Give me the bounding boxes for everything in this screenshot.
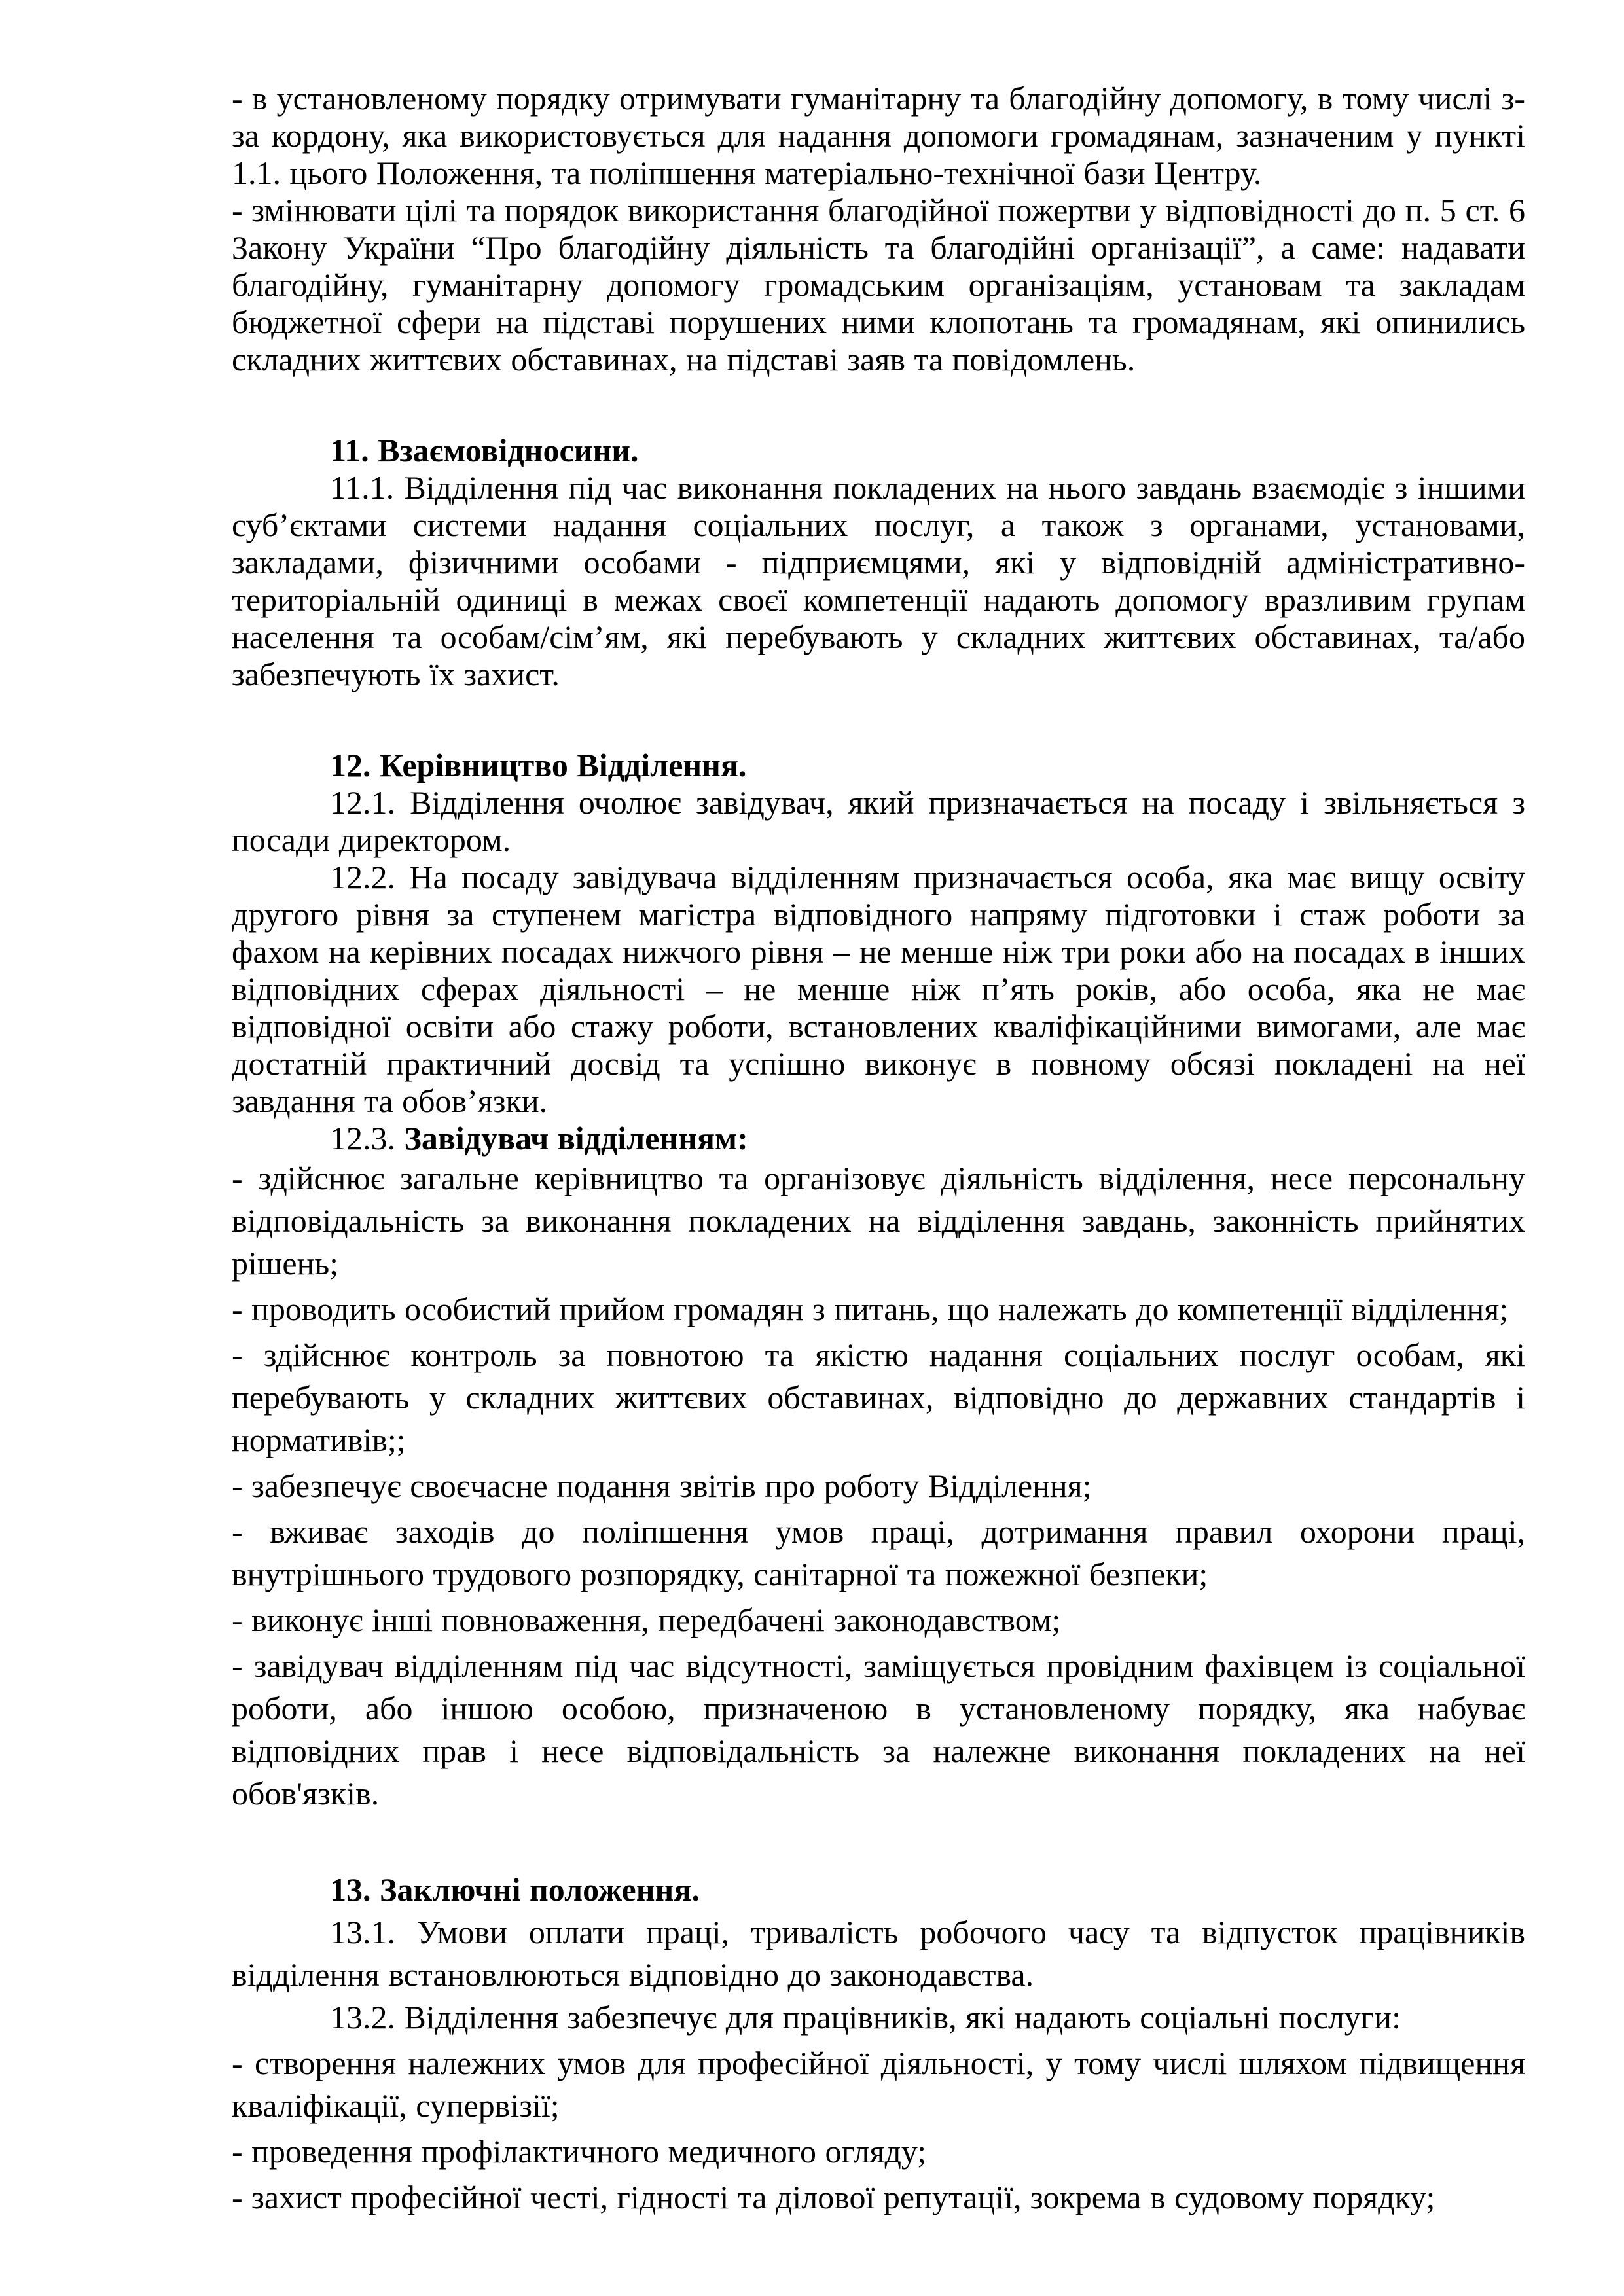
document-content xyxy=(232,80,1525,2219)
paragraph: 13.1. Умови оплати праці, тривалість робочого часу та відпусток працівників відділення встановлюються відповідно до законодавства. xyxy=(232,1914,1525,1993)
section-heading: 13. Заключні положення. xyxy=(330,1871,700,1908)
paragraph xyxy=(232,1120,1525,1157)
list-item: - захист професійної честі, гідності та ділової репутації, зокрема в судовому порядку; xyxy=(232,2179,1435,2215)
list-item: - в установленому порядку отримувати гуманітарну та благодійну допомогу, в тому числі з-за кордону, яка використовується для надання допомоги громадянам, зазначеним у пункті 1.1. цього Положення, та поліпшення матеріально-технічної бази Центру. xyxy=(232,80,1525,191)
list-item: - створення належних умов для професійної діяльності, у тому числі шляхом підвищення кваліфікації, супервізії; xyxy=(232,2045,1525,2124)
list-item: - забезпечує своєчасне подання звітів про роботу Відділення; xyxy=(232,1467,1092,1504)
list-item: - змінювати цілі та порядок використання благодійної пожертви у відповідності до п. 5 ст. 6 Закону України “Про благодійну діяльність та благодійні організації”, а саме: надавати благодійну, гуманітарну допомогу громадським організаціям, установам та закладам бюджетної сфери на підставі порушених ними клопотань та громадянам, які опинились складних життєвих обставинах, на підставі заяв та повідомлень. xyxy=(232,192,1525,378)
list-item: - здійснює загальне керівництво та організовує діяльність відділення, несе персональну відповідальність за виконання покладених на відділення завдань, законність прийнятих рішень; xyxy=(232,1160,1525,1282)
list-item: - здійснює контроль за повнотою та якістю надання соціальних послуг особам, які перебувають у складних життєвих обставинах, відповідно до державних стандартів і нормативів;; xyxy=(232,1336,1525,1458)
paragraph: 12.1. Відділення очолює завідувач, який призначається на посаду і звільняється з посади директором. xyxy=(232,784,1525,858)
list-item: - проводить особистий прийом громадян з питань, що належать до компетенції відділення; xyxy=(232,1291,1509,1327)
paragraph: 11.1. Відділення під час виконання покладених на нього завдань взаємодіє з іншими суб’єктами системи надання соціальних послуг, а також з органами, установами, закладами, фізичними особами - підприємцями, які у відповідній адміністративно-територіальній одиниці в межах своєї компетенції надають допомогу вразливим групам населення та особам/сім’ям, які перебувають у складних життєвих обставинах, та/або забезпечують їх захист. xyxy=(232,469,1525,692)
text-run: 12.3. xyxy=(330,1120,405,1157)
list-item: - виконує інші повноваження, передбачені законодавством; xyxy=(232,1602,1061,1638)
section-heading: 11. Взаємовідносини. xyxy=(330,432,639,469)
list-item: - проведення профілактичного медичного огляду; xyxy=(232,2133,927,2170)
list-item: - вживає заходів до поліпшення умов праці, дотримання правил охорони праці, внутрішнього трудового розпорядку, санітарної та пожежної безпеки; xyxy=(232,1513,1525,1592)
paragraph: 13.2. Відділення забезпечує для працівників, які надають соціальні послуги: xyxy=(330,1999,1401,2036)
paragraph: 12.2. На посаду завідувача відділенням призначається особа, яка має вищу освіту другого рівня за ступенем магістра відповідного напряму підготовки і стаж роботи за фахом на керівних посадах нижчого рівня – не менше ніж три роки або на посадах в інших відповідних сферах діяльності – не менше ніж п’ять років, або особа, яка не має відповідної освіти або стажу роботи, встановлених кваліфікаційними вимогами, але має достатній практичний досвід та успішно виконує в повному обсязі покладені на неї завдання та обов’язки. xyxy=(232,859,1525,1119)
bold-text-run: Завідувач відділенням: xyxy=(404,1120,748,1157)
section-heading: 12. Керівництво Відділення. xyxy=(330,747,747,783)
list-item: - завідувач відділенням під час відсутності, заміщується провідним фахівцем із соціальної роботи, або іншою особою, призначеною в установленому порядку, яка набуває відповідних прав і несе відповідальність за належне виконання покладених на неї обов'язків. xyxy=(232,1647,1525,1812)
